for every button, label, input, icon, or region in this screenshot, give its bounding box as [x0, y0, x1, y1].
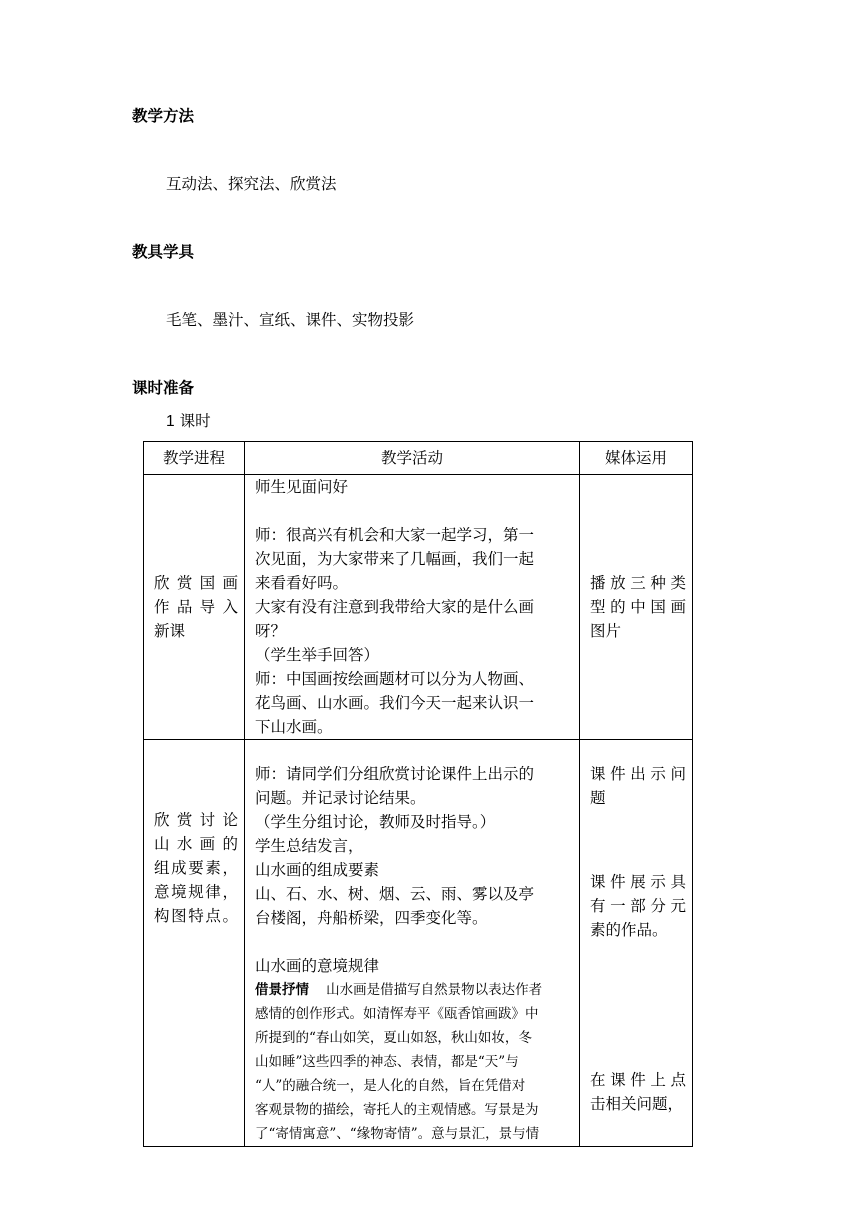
stage-line: 意境规律，: [154, 883, 238, 901]
activity-small-line: 山如睡”这些四季的神态、表情，都是“天”与: [255, 1054, 519, 1070]
activity-line: 呀？: [255, 622, 287, 640]
activity-line: 师：很高兴有机会和大家一起学习，第一: [255, 526, 535, 544]
table-row: [144, 475, 693, 740]
table-header-row: [144, 442, 693, 475]
stage-line: 作品导入: [154, 598, 238, 616]
activity-line: 师生见面问好: [255, 478, 349, 496]
section-heading-method: 教学方法: [132, 107, 195, 125]
prep-text: [166, 411, 211, 432]
stage-line: 组成要素，: [154, 859, 238, 877]
media-line: 素的作品。: [590, 921, 668, 939]
stage-line: 欣赏国画: [154, 574, 238, 592]
media-line: 图片: [590, 622, 622, 640]
stage-line: 构图特点。: [154, 907, 238, 925]
prep-number: 1: [166, 413, 175, 430]
activity-line: （学生举手回答）: [255, 646, 380, 664]
media-line: 击相关问题，: [590, 1095, 684, 1113]
media-line: 有一部分元: [590, 897, 686, 915]
media-line: 在课件上点: [590, 1071, 686, 1089]
activity-small-line: [255, 978, 579, 1002]
activity-line: [255, 499, 579, 523]
activity-line: 山水画的意境规律: [255, 957, 380, 975]
activity-line: 山、石、水、树、烟、云、雨、雾以及亭: [255, 885, 535, 903]
lesson-plan-table: [143, 441, 693, 1147]
header-media: 媒体运用: [580, 442, 693, 475]
tools-text: 毛笔、墨汁、宣纸、课件、实物投影: [166, 311, 415, 329]
media-line: 题: [590, 789, 606, 807]
activity-cell: [245, 475, 580, 740]
activity-line: 师：请同学们分组欣赏讨论课件上出示的: [255, 765, 535, 783]
activity-small-line: 所提到的“春山如笑，夏山如怒，秋山如妆，冬: [255, 1030, 532, 1046]
activity-line: （学生分组讨论，教师及时指导。）: [255, 813, 496, 831]
activity-line: 下山水画。: [255, 718, 333, 736]
activity-small-text: 山水画是借描写自然景物以表达作者: [326, 982, 543, 998]
media-line: 型的中国画: [590, 598, 686, 616]
header-activity: 教学活动: [245, 442, 580, 475]
prep-unit: 课时: [179, 412, 211, 430]
activity-line: 问题。并记录讨论结果。: [255, 789, 426, 807]
activity-line: 来看看好吗。: [255, 574, 349, 592]
stage-line: 山水画的: [154, 835, 238, 853]
activity-line: 次见面，为大家带来了几幅画，我们一起: [255, 550, 535, 568]
media-line: 播放三种类: [590, 574, 686, 592]
section-heading-tools: 教具学具: [132, 243, 195, 261]
media-line: 课件出示问: [590, 765, 686, 783]
header-stage: 教学进程: [144, 442, 245, 475]
activity-line: 山水画的组成要素: [255, 861, 380, 879]
activity-line: 花鸟画、山水画。我们今天一起来认识一: [255, 694, 535, 712]
table-row: [144, 740, 693, 1147]
activity-line: 大家有没有注意到我带给大家的是什么画: [255, 598, 535, 616]
activity-line: [255, 930, 579, 954]
activity-small-line: 感情的创作形式。如清恽寿平《瓯香馆画跋》中: [255, 1006, 539, 1022]
stage-line: 欣赏讨论: [154, 811, 238, 829]
activity-line: 学生总结发言，: [255, 837, 364, 855]
activity-small-line: 了“寄情寓意”、“缘物寄情”。意与景汇，景与情: [255, 1126, 540, 1142]
activity-small-line: “人”的融合统一，是人化的自然，旨在凭借对: [255, 1078, 526, 1094]
media-line: 课件展示具: [590, 873, 686, 891]
activity-line: 台楼阁，舟船桥梁，四季变化等。: [255, 909, 488, 927]
method-text: 互动法、探究法、欣赏法: [166, 175, 337, 193]
media-cell: [580, 740, 693, 1147]
section-heading-prep: 课时准备: [132, 379, 195, 397]
activity-small-line: 客观景物的描绘，寄托人的主观情感。写景是为: [255, 1102, 539, 1118]
media-cell: [580, 475, 693, 740]
activity-cell: [245, 740, 580, 1147]
activity-bold-term: 借景抒情: [255, 982, 309, 998]
activity-line: 师：中国画按绘画题材可以分为人物画、: [255, 670, 535, 688]
stage-cell: [144, 475, 245, 740]
stage-line: 新课: [154, 622, 186, 640]
stage-cell: [144, 740, 245, 1147]
